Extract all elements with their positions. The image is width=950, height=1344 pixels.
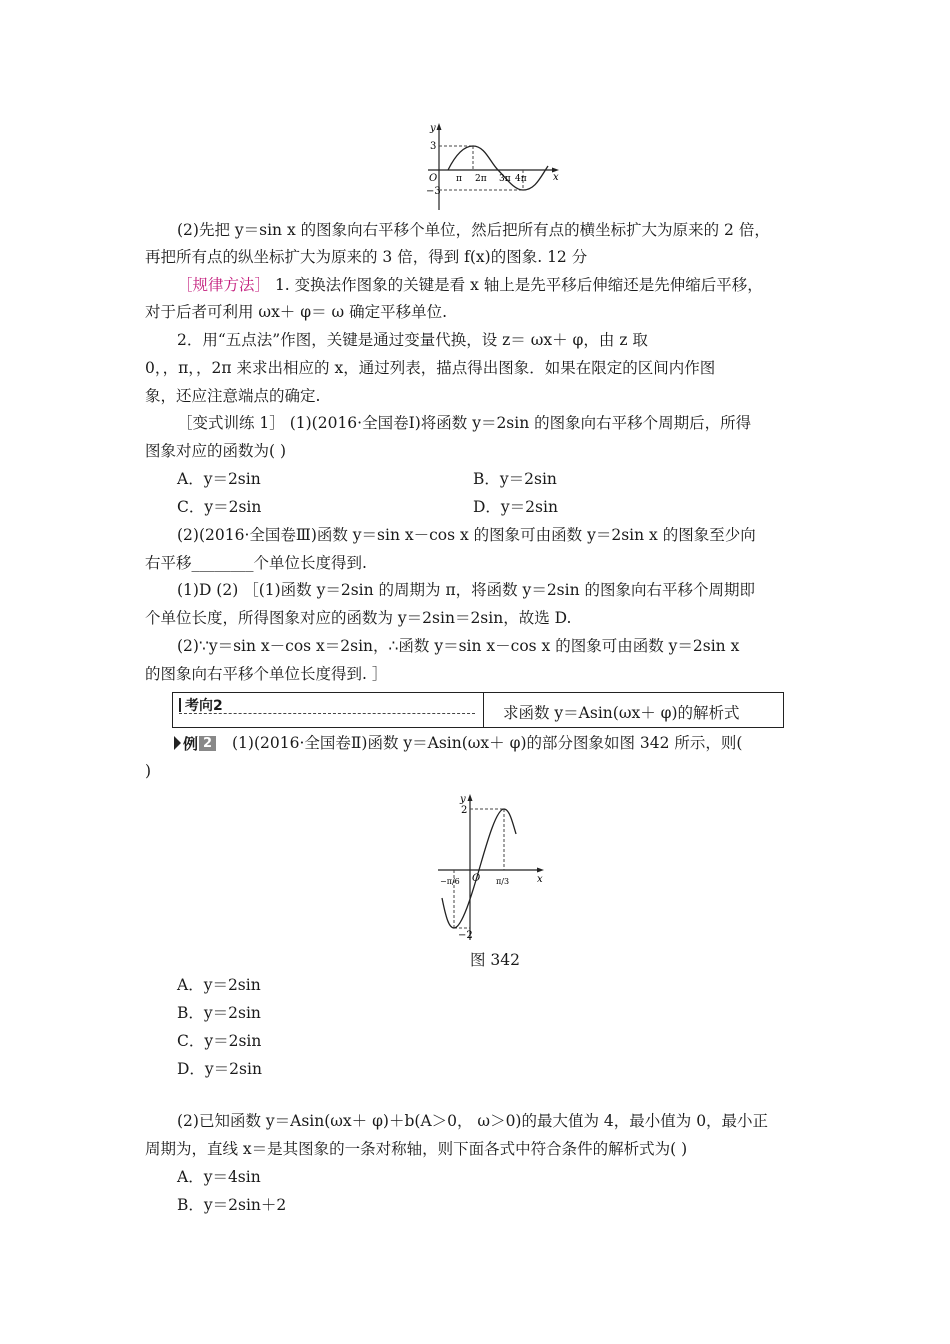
section-dashed-rule [179, 713, 475, 714]
variant-line2: 图象对应的函数为( ) [145, 442, 287, 460]
example-arrow-icon [174, 736, 181, 750]
x-tick-pi: π [456, 174, 462, 184]
q2-option-a: A．y＝4sin [177, 1168, 261, 1186]
graph2-y-top-label: 2 [461, 805, 468, 816]
y-bottom-label: −3 [426, 186, 441, 197]
variant-option-c: C．y＝2sin [177, 498, 262, 516]
variant-option-a: A．y＝2sin [177, 470, 261, 488]
para1-line1: (2)先把 y＝sin x 的图象向右平移个单位，然后把所有点的横坐标扩大为原来的 2 倍， [177, 221, 770, 239]
origin-label: O [429, 173, 438, 184]
method-line1-text: 1. 变换法作图象的关键是看 x 轴上是先平移后伸缩还是先伸缩后平移， [270, 276, 763, 294]
graph2-y-axis-label: y [460, 794, 466, 805]
variant-answer-line1: (1)D (2) ［(1)函数 y＝2sin 的周期为 π，将函数 y＝2sin 的图象向右平移个周期即 [177, 581, 755, 599]
method-tag: ［规律方法］ [177, 276, 271, 294]
method-line3: 2．用“五点法”作图，关键是通过变量代换，设 z＝ ωx＋ φ，由 z 取 [177, 331, 648, 349]
variant-q2-line1: (2)(2016·全国卷Ⅲ)函数 y＝sin x－cos x 的图象可由函数 y＝2sin x 的图象至少向 [177, 526, 756, 544]
section-title: 求函数 y＝Asin(ωx＋ φ)的解析式 [503, 704, 740, 722]
example-option-a: A．y＝2sin [177, 976, 261, 994]
variant-answer-line3: (2)∵y＝sin x－cos x＝2sin，∴函数 y＝sin x－cos x 的图象可由函数 y＝2sin x [177, 637, 740, 655]
sine-graph-1 [420, 120, 565, 215]
figure-caption: 图 342 [470, 951, 521, 969]
variant-option-d: D．y＝2sin [473, 498, 558, 516]
example-tag [174, 733, 216, 753]
method-line4: 0，，π，，2π 来求出相应的 x，通过列表，描点得出图象．如果在限定的区间内作图 [145, 359, 716, 377]
example-line2: ) [145, 762, 152, 780]
method-line5: 象，还应注意端点的确定. [145, 387, 321, 405]
x-axis-label: x [553, 172, 559, 183]
variant-answer-line2: 个单位长度，所得图象对应的函数为 y＝2sin＝2sin，故选 D. [145, 609, 572, 627]
y-top-label: 3 [430, 141, 437, 152]
x-tick-2pi: 2π [475, 174, 487, 184]
example-line1: (1)(2016·全国卷Ⅱ)函数 y＝Asin(ωx＋ φ)的部分图象如图 342 所示，则( [232, 734, 743, 752]
variant-option-b: B．y＝2sin [473, 470, 557, 488]
section-header-table [172, 692, 784, 728]
q2-line1: (2)已知函数 y＝Asin(ωx＋ φ)＋b(A＞0， ω＞0)的最大值为 4，最小值为 0，最小正 [177, 1112, 769, 1130]
method-line1 [177, 275, 763, 295]
example-number: 2 [199, 736, 216, 751]
q2-option-b: B．y＝2sin＋2 [177, 1196, 287, 1214]
method-line2: 对于后者可利用 ωx＋ φ＝ ω 确定平移单位. [145, 303, 448, 321]
variant-answer-line4: 的图象向右平移个单位长度得到. ］ [145, 665, 388, 683]
para1-line2: 再把所有点的纵坐标扩大为原来的 3 倍，得到 f(x)的图象. 12 分 [145, 248, 588, 266]
example-word: 例 [183, 734, 199, 753]
example-option-b: B．y＝2sin [177, 1004, 261, 1022]
sine-graph-2 [436, 790, 548, 942]
graph2-x-axis-label: x [537, 874, 543, 885]
section-label: 考向2 [179, 695, 223, 715]
section-divider [483, 693, 484, 727]
q2-line2: 周期为，直线 x＝是其图象的一条对称轴，则下面各式中符合条件的解析式为( ) [145, 1140, 688, 1158]
x-tick-3pi: 3π [499, 174, 511, 184]
variant-line1: ［变式训练 1］ (1)(2016·全国卷Ⅰ)将函数 y＝2sin 的图象向右平移个周期后，所得 [177, 414, 752, 432]
graph2-x-right-label: π/3 [496, 877, 510, 886]
graph2-x-left-label: −π/6 [440, 877, 460, 886]
x-tick-4pi: 4π [515, 174, 527, 184]
graph2-origin-label: O [472, 873, 481, 884]
variant-q2-line2: 右平移________个单位长度得到. [145, 554, 367, 572]
y-axis-label: y [430, 123, 436, 134]
example-option-d: D．y＝2sin [177, 1060, 262, 1078]
example-option-c: C．y＝2sin [177, 1032, 262, 1050]
graph2-y-bottom-label: −2 [458, 930, 473, 941]
